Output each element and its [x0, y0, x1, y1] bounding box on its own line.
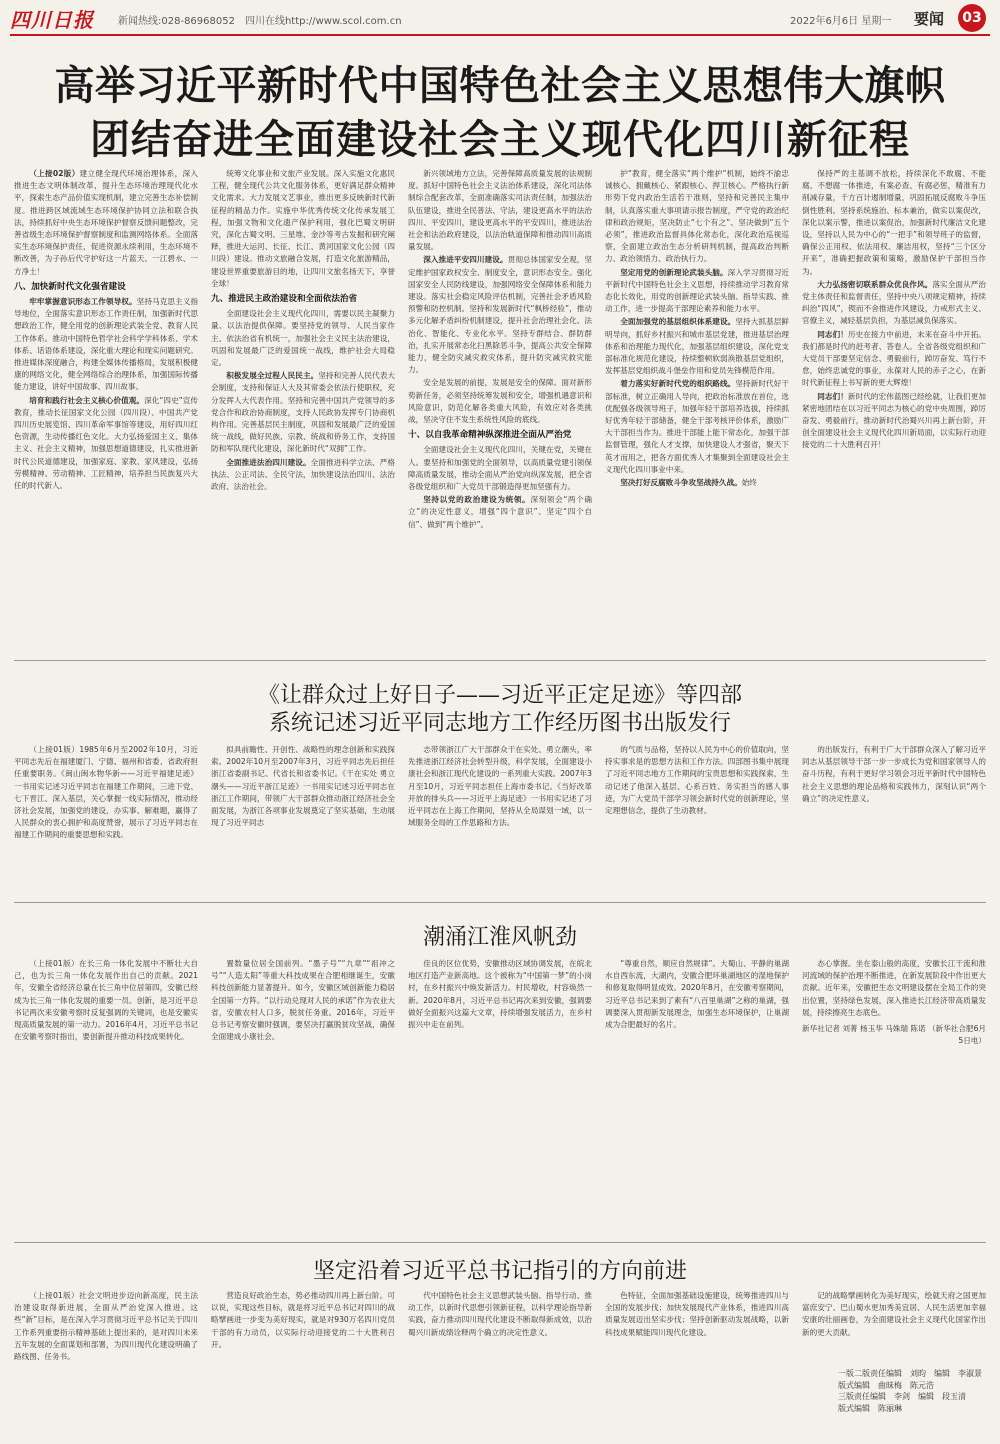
- editor-credits: 一版二版责任编辑 刘昀 编辑 李淑景 版式编辑 曲昧梅 陈元浩 三版责任编辑 李剑 编辑 段玉清 版式编辑 陈丽琳: [838, 1369, 982, 1413]
- paragraph: [605, 316, 789, 377]
- paragraph-text: 安全是发展的前提，发展是安全的保障。面对新形势新任务，必须坚持统筹发展和安全，增强机遇意识和风险意识，防范化解各类重大风险，有效应对各类挑战，坚决守住不发生系统性风险的底线。: [408, 378, 592, 425]
- fourth-article-col4: 色特征，全面加强基础设施建设，统筹推进四川与全国的发展步伐；加快发展现代产业体系，推进四川高质量发展迈出坚实步伐；坚持创新驱动发展战略，以新科技成果赋能四川现代化建设。: [605, 1291, 789, 1337]
- third-article-col5: 态心掌握。坐在泰山般的高度，安徽长江干流和淮河流域的保护治理不断推进，在新发展阶段中作出更大贡献。近年来，安徽把生态文明建设摆在全局工作的突出位置，坚持绿色发展，深入推进长江经济带高质量发展，持续擦亮生态底色。 新华社记者 刘菁 杨玉华 马姝瑞 陈诺 （新华社合肥6月5日电）: [802, 958, 986, 1236]
- paragraph: [14, 395, 198, 493]
- paragraph-lead: 坚决打好反腐败斗争攻坚战持久战。: [620, 478, 742, 488]
- second-article-col5: 的出版发行，有利于广大干部群众深入了解习近平同志从基层领导干部一步一步成长为党和国家领导人的奋斗历程，有利于更好学习领会习近平新时代中国特色社会主义思想的理论品格和实践伟力，深刻认识“两个确立”的决定性意义。: [802, 745, 986, 803]
- top-article-col1: [14, 168, 198, 648]
- paragraph-lead: 深入推进平安四川建设。: [423, 255, 508, 265]
- paragraph-text: 深刻领会“两个确立”的决定性意义，增强“四个意识”、坚定“四个自信”、做到“两个维护”。: [408, 495, 592, 529]
- paragraph-lead: 大力弘扬密切联系群众优良作风。: [817, 279, 933, 289]
- paragraph: [408, 168, 592, 253]
- paragraph: [802, 168, 986, 278]
- paragraph-lead: 坚定用党的创新理论武装头脑。: [620, 267, 728, 277]
- subsection-heading: 八、加快新时代文化强省建设: [14, 281, 126, 292]
- second-article-col2: 拟具前瞻性、开创性、战略性的理念创新和实践探索。2002年10月至2007年3月，习近平同志先后担任浙江省委副书记、代省长和省委书记。《干在实处 勇立潮头——习近平浙江足迹》一书用实记述习近平同志在浙江工作期间，带领广大干部群众推动浙江经济社会全面发展，为浙江各项事业发展奠定了坚实基础，生动展现了习近平同志: [211, 745, 395, 828]
- second-article: [14, 744, 986, 894]
- paragraph-lead: 同志们！: [817, 391, 848, 401]
- fourth-headline: 坚定沿着习近平总书记指引的方向前进: [312, 1259, 687, 1284]
- third-article-col1: （上接01版）在长三角一体化发展中不断壮大自己，也为长三角一体化发展作出自己的贡献。2021年，安徽全省经济总量在长三角中位居第四，安徽已经成为长三角一体化发展的重要一员。创新，是习近平总书记两次来安徽考察时反复强调的关键词，也是安徽实现高质量发展的第一动力。2016年4月，习近平总书记在安徽考察时指出，要创新提升推动科技成果转化。: [14, 959, 198, 1042]
- paragraph-text: 全面推进科学立法、严格执法、公正司法、全民守法，加快建设法治四川、法治政府、法治社会。: [211, 457, 395, 492]
- second-article-col4: 的气质与品格，坚持以人民为中心的价值取向，坚持实事求是的思想方法和工作方法。四部图书集中展现了习近平同志地方工作期间的宝贵思想和实践探索，生动记述了他深入基层、心系百姓、务实担当的感人事迹，为广大党员干部学习领会新时代党的创新理论，坚定理想信念，提供了生动教材。: [605, 745, 789, 816]
- paragraph-text: 新兴领域地方立法，完善保障高质量发展的法规制度。抓好中国特色社会主义法治体系建设，深化司法体制综合配套改革，全面准确落实司法责任制，加强法治队伍建设，推进全民普法、守法，建设更高水平的法治四川、平安四川，建设更高水平的平安四川，推进法治社会和法治政府建设，以法治轨道保障和推动四川高质量发展。: [408, 169, 592, 252]
- masthead: [0, 0, 1000, 36]
- second-article-col1: （上接01版）1985年6月至2002年10月，习近平同志先后在福建厦门、宁德、福州和省委、省政府担任重要职务。《闽山闽水物华新——习近平福建足迹》一书用实记述习近平同志在福建工作期间，三进下党、七下晋江、深入基层，关心掌握一线实际情况，推动经济社会发展，加强党的建设，办实事、解难题，赢得了人民群众的衷心拥护和高度赞誉，展示了习近平同志在福建工作期间的重要思想和实践。: [14, 745, 198, 840]
- newspaper-logo: 四川日报: [10, 8, 94, 32]
- paragraph: [408, 254, 592, 376]
- paragraph-text: 统筹文化事业和文旅产业发展。深入实施文化惠民工程，健全现代公共文化服务体系，更好满足群众精神文化需求。大力发展文艺事业，推出更多反映新时代新征程的精品力作。实施中华优秀传统文化传承发展工程，加强文物和文化遗产保护利用，强化巴蜀文明研究，深化古蜀文明、三星堆、金沙等考古发掘和研究阐释，推进大运河、长征、长江、黄河国家文化公园（四川段）建设。推动文旅融合发展，打造文化旅游精品，建设世界重要旅游目的地，让四川文旅名扬天下，享誉全球！: [211, 169, 395, 288]
- paragraph-text: 坚持大抓基层鲜明导向，抓好乡村振兴和城市基层党建，推进基层治理体系和治理能力现代化，加强基层组织建设，深化党支部标准化规范化建设，持续整顿软弱涣散基层党组织，发挥基层党组织战斗堡垒作用和党员先锋模范作用。: [605, 317, 789, 376]
- fourth-article: [14, 1290, 986, 1438]
- top-article-col4: [605, 168, 789, 648]
- paragraph-lead: 全面推进法治四川建设。: [226, 457, 311, 467]
- paragraph: [802, 391, 986, 452]
- top-article-col3: [408, 168, 592, 648]
- third-article: [14, 958, 986, 1236]
- paragraph-lead: 培育和践行社会主义核心价值观。: [29, 395, 145, 405]
- paragraph: [14, 168, 198, 278]
- paragraph-text: 全面建设社会主义现代化四川，关键在党，关键在人。要坚持和加强党的全面领导，以高质量党建引领保障高质量发展，推动全面从严治党向纵深发展，把全省各级党组织和广大党员干部锻造得更加坚强有力。: [408, 445, 592, 492]
- masthead-divider: [10, 34, 990, 36]
- paragraph: [211, 308, 395, 369]
- paragraph: [211, 457, 395, 494]
- fourth-article-col3: 代中国特色社会主义思想武装头脑、指导行动、推动工作，以新时代思想引领新征程，以科学理论指导新实践，奋力推动四川现代化建设不断取得新成效，以治蜀兴川新成绩诠释两个确立的决定性意义。: [408, 1291, 592, 1337]
- fourth-article-col1: （上接01版）社会文明进步迈向新高度，民主法治建设取得新进展，全面从严治党深入推进。这些“新”目标，是在深入学习贯彻习近平总书记关于四川工作系列重要指示精神基础上提出来的，是对四川未来五年发展的全面谋划和部署，为四川现代化建设明确了路线图、任务书。: [14, 1291, 198, 1362]
- top-article-col5: [802, 168, 986, 648]
- paragraph-text: 贯彻总体国家安全观，坚定维护国家政权安全、制度安全，意识形态安全。强化国家安全人民防线建设，加强网络安全保障体系和能力建设。落实社会稳定风险评估机制，完善社会矛盾风险预警和防控机制。坚持和发展新时代“枫桥经验”，推动多元化解矛盾纠纷机制建设，提升社会治理社会化、法治化、智能化、专业化水平。坚持专群结合、群防群治，扎实开展常态化扫黑除恶斗争，提高公共安全保障能力，健全防灾减灾救灾体系，提升防灾减灾救灾能力。: [408, 255, 592, 375]
- paragraph: [605, 477, 789, 489]
- paragraph: [605, 378, 789, 476]
- paragraph-text: 坚持和完善人民代表大会制度，支持和保证人大及其常委会依法行使职权，充分发挥人大代表作用。坚持和完善中国共产党领导的多党合作和政治协商制度，支持人民政协发挥专门协商机构作用。完善基层民主制度，巩固和发展最广泛的爱国统一战线，做好民族、宗教、统战和侨务工作，支持国防和军队现代化建设，深化新时代“双拥”工作。: [211, 371, 395, 454]
- second-headline-line2: 系统记述习近平同志地方工作经历图书出版发行: [268, 711, 731, 736]
- paragraph: [211, 370, 395, 455]
- third-article-col3: 佳良的区位优势，安徽推动区域协调发展，在皖北地区打造产业新高地。这个被称为“中国第一梦”的小岗村，在乡村振兴中焕发新活力。村民增收，村容焕然一新。2020年8月，习近平总书记再次来到安徽，强调要做好全面振兴这篇大文章，持续增强发展活力，在乡村振兴中走在前列。: [408, 959, 592, 1030]
- paragraph-text: 建立健全现代环境治理体系，深入推进生态文明体制改革，提升生态环境治理现代化水平，探索生态产品价值实现机制，建立完善生态补偿制度。推进跨区域流域生态环境保护协同立法和联合执法，持续抓好中央生态环境保护督察反馈问题整改，完善省级生态环境保护督察制度和监测网络体系。全面落实生态环境保护责任，促进资源永续利用，生态环境不断改善，为子孙后代守护好这一片蓝天、一江碧水、一方净土！: [14, 169, 198, 276]
- paragraph-text: 坚持新时代好干部标准，树立正确用人导向，把政治标准放在首位，选优配强各级领导班子，加强年轻干部培养选拔，持续抓好优秀年轻干部储备，健全干部考核评价体系，激励广大干部担当作为。推进干部能上能下常态化，加强干部监督管理，强化人才支撑，加快建设人才强省，聚天下英才而用之，把各方面优秀人才集聚到全面建设社会主义现代化四川事业中来。: [605, 379, 789, 474]
- paragraph-text: 护“教育，健全落实“两个维护”机制，始终不渝忠诚核心、拥戴核心、紧跟核心、捍卫核心。严格执行新形势下党内政治生活若干准则，坚持和完善民主集中制，认真落实重大事项请示报告制度，严守党的政治纪律和政治规矩，坚决防止“七个有之”、坚决做到“五个必须”，推进政治监督具体化常态化，深化政治巡视巡察，全面建立政治生态分析研判机制，提高政治判断力、政治领悟力、政治执行力。: [605, 169, 789, 264]
- second-headline-line1: 《让群众过上好日子——习近平正定足迹》等四部: [257, 683, 742, 708]
- paragraph-text: 全面建设社会主义现代化四川，需要以民主凝聚力量、以法治提供保障。要坚持党的领导、人民当家作主、依法治省有机统一，加强社会主义民主法治建设，巩固和发展最广泛的爱国统一战线，维护社会大局稳定。: [211, 309, 395, 368]
- main-headline-line1: 高举习近平新时代中国特色社会主义思想伟大旗帜: [54, 62, 946, 109]
- fourth-article-col2: 营造良好政治生态，势必推动四川再上新台阶。可以说，实现这些目标，就是将习近平总书记对四川的战略擘画进一步变为美好现实，就是对930万名四川党员干部的有力动员，以实际行动迎接党的二十大胜利召开。: [211, 1291, 395, 1349]
- subsection-heading: 十、以自我革命精神纵深推进全面从严治党: [408, 430, 572, 441]
- section-divider: [14, 902, 986, 903]
- paragraph-lead: 牢牢掌握意识形态工作领导权。: [29, 297, 137, 307]
- paragraph-text: 落实全面从严治党主体责任和监督责任，坚持中央八项规定精神，持续纠治“四风”，锲而不舍推进作风建设，力戒形式主义、官僚主义，减轻基层负担，为基层减负保落实。: [802, 279, 986, 326]
- byline: 新华社记者 刘菁 杨玉华 马姝瑞 陈诺 （新华社合肥6月5日电）: [802, 1024, 986, 1046]
- paragraph: [802, 279, 986, 328]
- paragraph-lead: 全面加强党的基层组织体系建设。: [620, 317, 736, 327]
- third-headline: 潮涌江淮风帆劲: [422, 925, 577, 950]
- paragraph: [408, 444, 592, 493]
- paragraph-text: 深化“四史”宣传教育，推动长征国家文化公园（四川段）、中国共产党四川历史展览馆、四川革命军事馆等建设，用好四川红色资源，生动传播红色文化。大力弘扬爱国主义、集体主义、社会主义精神，加强思想道德建设，扎实推进新时代公民道德建设，加强家庭、家教、家风建设，弘扬劳模精神、劳动精神、工匠精神，培养担当民族复兴大任的时代新人。: [14, 395, 198, 491]
- paragraph-text: 深入学习贯彻习近平新时代中国特色社会主义思想，持续推动学习教育常态化长效化，用党的创新理论武装头脑、指导实践、推动工作，进一步提高干部理论素养和能力水平。: [605, 267, 789, 314]
- hotline-info: 新闻热线:028-86968052 四川在线http://www.scol.com.cn: [118, 16, 402, 27]
- section-divider: [14, 1242, 986, 1243]
- paragraph-lead: 积极发展全过程人民民主。: [226, 371, 319, 381]
- paragraph: [605, 267, 789, 316]
- paragraph: [408, 377, 592, 426]
- third-article-col4: “尊重自然，顺应自然规律”。大蜀山、平静的巢湖水自西东流，大湖内，安徽合肥环巢湖地区的湿地保护和修复取得明显成效。2020年8月，在安徽考察期间，习近平总书记来到了素有“八百里巢湖”之称的巢湖，强调要深入贯彻新发展理念，加强生态环境保护，让巢湖成为合肥最好的名片。: [605, 959, 789, 1030]
- top-article-col2: [211, 168, 395, 648]
- second-article-col3: 志带领浙江广大干部群众干在实处、勇立潮头，率先推进浙江经济社会转型升级，科学发展，全面建设小康社会和浙江现代化建设的一系列重大实践。2007年3月至10月，习近平同志担任上海市委书记。《当好改革开放的排头兵——习近平上海足迹》一书用实记述了习近平同志在上海工作期间，坚持从全局谋划一域，以一域服务全局的工作思路和方法。: [408, 745, 592, 828]
- paragraph-lead: 同志们！: [817, 329, 848, 339]
- subsection-heading: 九、推进民主政治建设和全面依法治省: [211, 294, 358, 305]
- paragraph-text: 保持严的主基调不放松，持续深化不敢腐、不能腐、不想腐一体推进，有案必查、有腐必惩，精准有力削减存量，千方百计遏制增量，巩固拓展反腐败斗争压倒性胜利。坚持系统施治、标本兼治，做实以案促改，深化以案示警，推进以案促治，加强新时代廉洁文化建设，坚持以人民为中心的“一把手”和领导班子的监督，确保公正用权、依法用权、廉洁用权，坚持“三个区分开来”，准确把握政策和策略，激励保护干部担当作为。: [802, 169, 986, 276]
- paragraph: [802, 329, 986, 390]
- paragraph-text: 坚持马克思主义指导地位，全面落实意识形态工作责任制，加强新时代思想政治工作，健全用党的创新理论武装全党、教育人民工作体系。推动中国特色哲学社会科学学科体系、学术体系、话语体系建设，深化重大理论和现实问题研究。推进媒体深度融合，构建全媒体传播格局，发展积极健康的网络文化，健全网络综合治理体系，加强国际传播能力建设，讲好中国故事、四川故事。: [14, 297, 198, 392]
- fourth-article-col5: 记的战略擘画转化为美好现实，绘就天府之国更加富庶安宁、巴山蜀水更加秀美宜居、人民生活更加幸福安康的壮丽画卷，为全面建设社会主义现代化国家作出新的更大贡献。: [802, 1291, 986, 1337]
- main-headline-line2: 团结奋进全面建设社会主义现代化四川新征程: [90, 116, 910, 163]
- paragraph: [408, 494, 592, 531]
- paragraph-text: 历史在接力中前进，未来在奋斗中开拓。我们都是时代的赶考者、答卷人。全省各级党组织和广大党员干部要坚定信念、勇毅前行，踔厉奋发、笃行不怠，始终忠诚党的事业，永葆对人民的赤子之心，在新时代新征程上书写新的更大辉煌！: [802, 329, 986, 388]
- paragraph: [211, 168, 395, 290]
- paragraph: [605, 168, 789, 266]
- page-number-badge: 03: [958, 4, 986, 32]
- third-article-col2: 置数量位居全国前列。“墨子号”“九章”“祖冲之号”“人造太阳”等重大科技成果在合肥相继诞生，安徽科技创新能力显著提升。如今，安徽区域创新能力稳居全国第一方阵。“以行动兑现对人民的承诺”作为农业大省，安徽农村人口多，脱贫任务重。2016年，习近平总书记考察安徽时强调，要坚决打赢脱贫攻坚战，确保全面建成小康社会。: [211, 959, 395, 1042]
- paragraph-lead: 着力落实好新时代党的组织路线。: [620, 379, 736, 389]
- top-article: [14, 168, 986, 648]
- section-divider: [14, 660, 986, 661]
- paragraph-text: 始终: [741, 478, 757, 488]
- paragraph-text: 新时代的宏伟蓝图已经绘就，让我们更加紧密地团结在以习近平同志为核心的党中央周围，踔厉奋发、勇毅前行，推动新时代治蜀兴川再上新台阶，开创全面建设社会主义现代化四川新局面，以实际行动迎接党的二十大胜利召开！: [802, 391, 986, 450]
- paragraph: [14, 296, 198, 394]
- paragraph-lead: 坚持以党的政治建设为统领。: [423, 495, 531, 505]
- section-label: 要闻: [914, 10, 945, 28]
- paragraph-lead: （上接02版）: [29, 169, 80, 178]
- issue-date: 2022年6月6日 星期一: [790, 16, 892, 27]
